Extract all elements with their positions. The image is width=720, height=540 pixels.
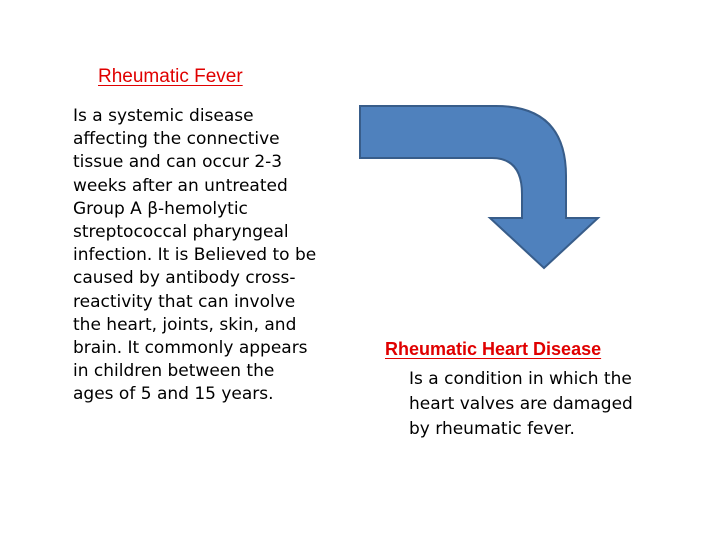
- description-line: Group A β-hemolytic: [73, 198, 248, 219]
- description-line: ages of 5 and 15 years.: [73, 384, 274, 405]
- description-line: by rheumatic fever.: [409, 419, 575, 439]
- description-line: Is a condition in which the: [409, 369, 632, 389]
- description-line: caused by antibody cross-: [73, 268, 296, 289]
- description-line: tissue and can occur 2-3: [73, 152, 283, 173]
- rheumatic-fever-title: Rheumatic Fever: [98, 66, 243, 87]
- arrow-shape: [360, 106, 598, 268]
- curved-down-arrow-icon: [356, 100, 616, 270]
- rheumatic-heart-disease-title: Rheumatic Heart Disease: [385, 339, 602, 359]
- rheumatic-fever-description: [73, 105, 358, 407]
- description-line: brain. It commonly appears: [73, 338, 308, 359]
- description-line: infection. It is Believed to be: [73, 245, 317, 266]
- description-line: Is a systemic disease: [73, 106, 254, 126]
- description-line: weeks after an untreated: [73, 175, 288, 196]
- description-line: in children between the: [73, 361, 275, 382]
- rheumatic-heart-disease-description: [409, 367, 705, 442]
- description-line: the heart, joints, skin, and: [73, 314, 297, 335]
- rheumatic-heart-disease-block: [385, 337, 705, 442]
- description-line: reactivity that can involve: [73, 291, 296, 312]
- description-line: heart valves are damaged: [409, 394, 633, 414]
- description-line: streptococcal pharyngeal: [73, 222, 289, 243]
- description-line: affecting the connective: [73, 129, 280, 150]
